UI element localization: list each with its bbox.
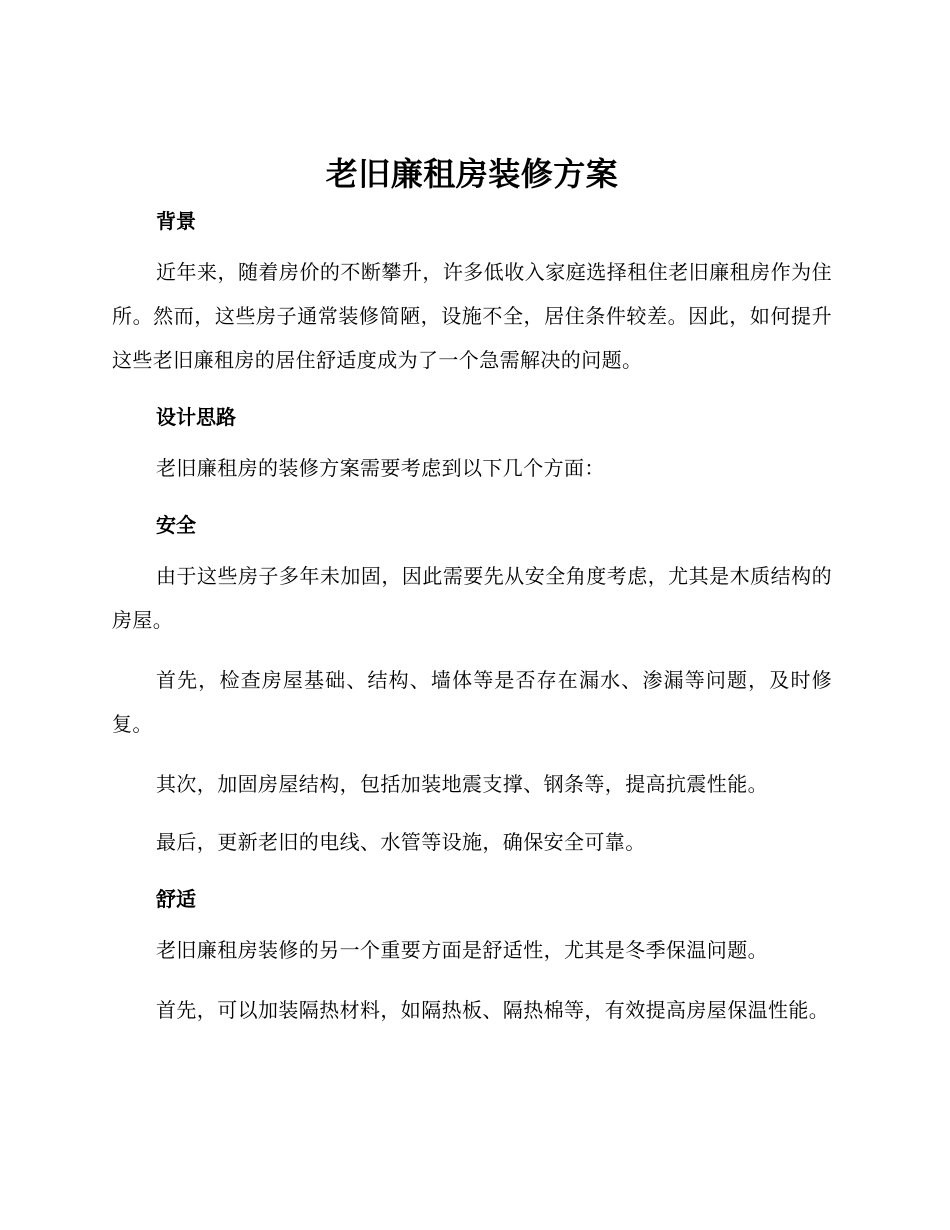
section-heading-safety: 安全 — [156, 513, 196, 537]
section-heading-comfort: 舒适 — [156, 887, 196, 911]
paragraph-safety-3: 其次，加固房屋结构，包括加装地震支撑、钢条等，提高抗震性能。 — [156, 772, 768, 796]
section-heading-design: 设计思路 — [156, 405, 236, 429]
paragraph-safety-1: 由于这些房子多年未加固，因此需要先从安全角度考虑，尤其是木质结构的房屋。 — [112, 564, 832, 632]
paragraph-design: 老旧廉租房的装修方案需要考虑到以下几个方面： — [156, 456, 605, 480]
paragraph-background: 近年来，随着房价的不断攀升，许多低收入家庭选择租住老旧廉租房作为住所。然而，这些房子通常装修简陋，设施不全，居住条件较差。因此，如何提升这些老旧廉租房的居住舒适度成为了一个急需解决的问题。 — [112, 260, 832, 372]
paragraph-safety-2: 首先，检查房屋基础、结构、墙体等是否存在漏水、渗漏等问题，及时修复。 — [112, 668, 832, 736]
paragraph-safety-4: 最后，更新老旧的电线、水管等设施，确保安全可靠。 — [156, 830, 646, 854]
document-page — [112, 150, 832, 1048]
section-heading-background: 背景 — [156, 209, 196, 233]
paragraph-comfort-2: 首先，可以加装隔热材料，如隔热板、隔热棉等，有效提高房屋保温性能。 — [156, 998, 830, 1022]
paragraph-comfort-1: 老旧廉租房装修的另一个重要方面是舒适性，尤其是冬季保温问题。 — [156, 938, 768, 962]
document-title: 老旧廉租房装修方案 — [325, 155, 619, 193]
